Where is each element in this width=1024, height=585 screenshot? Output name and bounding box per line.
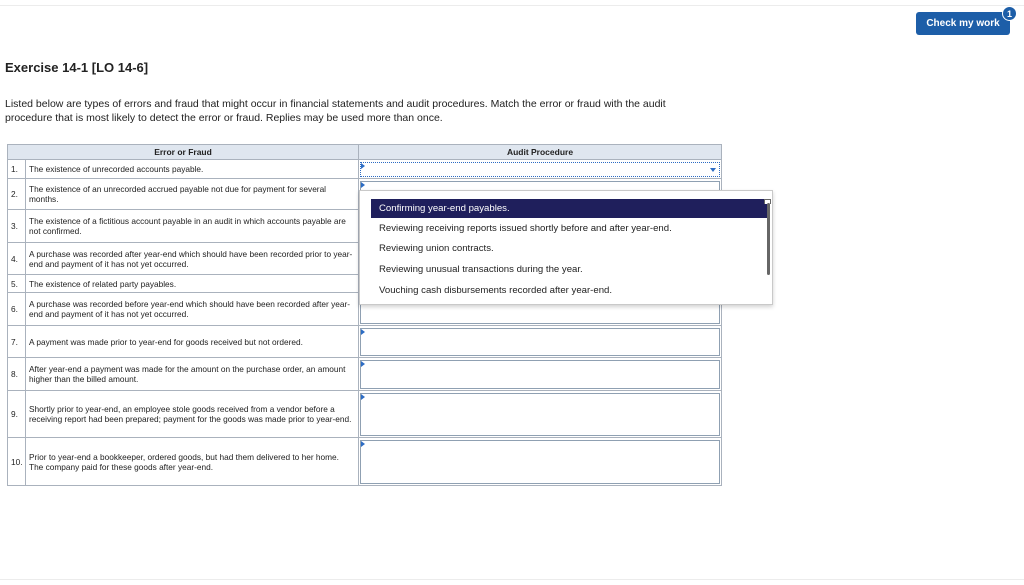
procedure-select-7[interactable] [359, 326, 722, 358]
procedure-select-1[interactable] [359, 160, 722, 179]
procedure-select-9[interactable] [359, 391, 722, 438]
error-description: The existence of a fictitious account payable in an audit in which accounts payable are not confirmed. [26, 210, 359, 243]
dropdown-option[interactable]: Reviewing receiving reports issued shortly before and after year-end. [379, 223, 672, 234]
answer-marker-icon [361, 441, 365, 447]
answer-marker-icon [361, 163, 365, 169]
answer-marker-icon [361, 361, 365, 367]
dropdown-option[interactable]: Vouching cash disbursements recorded after year-end. [379, 285, 613, 296]
row-number: 4. [8, 243, 26, 275]
row-number: 5. [8, 275, 26, 293]
row-number: 2. [8, 179, 26, 210]
procedure-select-box[interactable] [360, 162, 720, 177]
procedure-select-8[interactable] [359, 358, 722, 391]
answer-marker-icon [361, 329, 365, 335]
answer-marker-icon [361, 182, 365, 188]
procedure-dropdown-list[interactable] [359, 190, 773, 305]
procedure-select-box[interactable] [360, 440, 720, 484]
procedure-select-10[interactable] [359, 438, 722, 486]
row-number: 6. [8, 293, 26, 326]
error-description: A payment was made prior to year-end for goods received but not ordered. [26, 326, 359, 358]
error-description: The existence of unrecorded accounts payable. [26, 160, 359, 179]
procedure-select-box[interactable] [360, 328, 720, 356]
table-row [8, 160, 722, 179]
row-number: 9. [8, 391, 26, 438]
table-row [8, 438, 722, 486]
error-description: Shortly prior to year-end, an employee stole goods received from a vendor before a receiving report had been prepared; payment for the goods was made prior to year-end. [26, 391, 359, 438]
procedure-select-box[interactable] [360, 393, 720, 436]
column-header-error: Error or Fraud [8, 145, 359, 160]
dropdown-option[interactable]: Reviewing union contracts. [379, 243, 494, 254]
row-number: 10. [8, 438, 26, 486]
error-description: After year-end a payment was made for the amount on the purchase order, an amount higher than the billed amount. [26, 358, 359, 391]
notification-badge: 1 [1002, 6, 1017, 21]
dropdown-option[interactable]: Confirming year-end payables. [371, 199, 767, 218]
exercise-instructions: Listed below are types of errors and fraud that might occur in financial statements and audit procedures. Match the error or fraud with the audit procedure that is most likely to detect the error or fraud. Replies may be used more than once. [5, 98, 666, 124]
error-description: The existence of related party payables. [26, 275, 359, 293]
table-row [8, 326, 722, 358]
procedure-select-box[interactable] [360, 360, 720, 389]
error-description: Prior to year-end a bookkeeper, ordered goods, but had them delivered to her home. The company paid for these goods after year-end. [26, 438, 359, 486]
dropdown-scrollbar[interactable] [767, 203, 770, 275]
error-description: A purchase was recorded before year-end which should have been recorded after year-end and payment of it has not yet occurred. [26, 293, 359, 326]
column-header-procedure: Audit Procedure [359, 145, 722, 160]
top-divider [0, 5, 1024, 6]
table-row [8, 358, 722, 391]
row-number: 3. [8, 210, 26, 243]
exercise-title: Exercise 14-1 [LO 14-6] [5, 60, 149, 75]
error-description: A purchase was recorded after year-end which should have been recorded prior to year-end and payment of it has not yet occurred. [26, 243, 359, 275]
dropdown-option[interactable]: Reviewing unusual transactions during the year. [379, 264, 583, 275]
answer-marker-icon [361, 394, 365, 400]
row-number: 1. [8, 160, 26, 179]
bottom-divider [0, 579, 1024, 580]
chevron-down-icon[interactable] [710, 168, 716, 172]
error-description: The existence of an unrecorded accrued payable not due for payment for several months. [26, 179, 359, 210]
row-number: 8. [8, 358, 26, 391]
table-row [8, 391, 722, 438]
check-my-work-button[interactable]: Check my work [916, 12, 1010, 35]
row-number: 7. [8, 326, 26, 358]
